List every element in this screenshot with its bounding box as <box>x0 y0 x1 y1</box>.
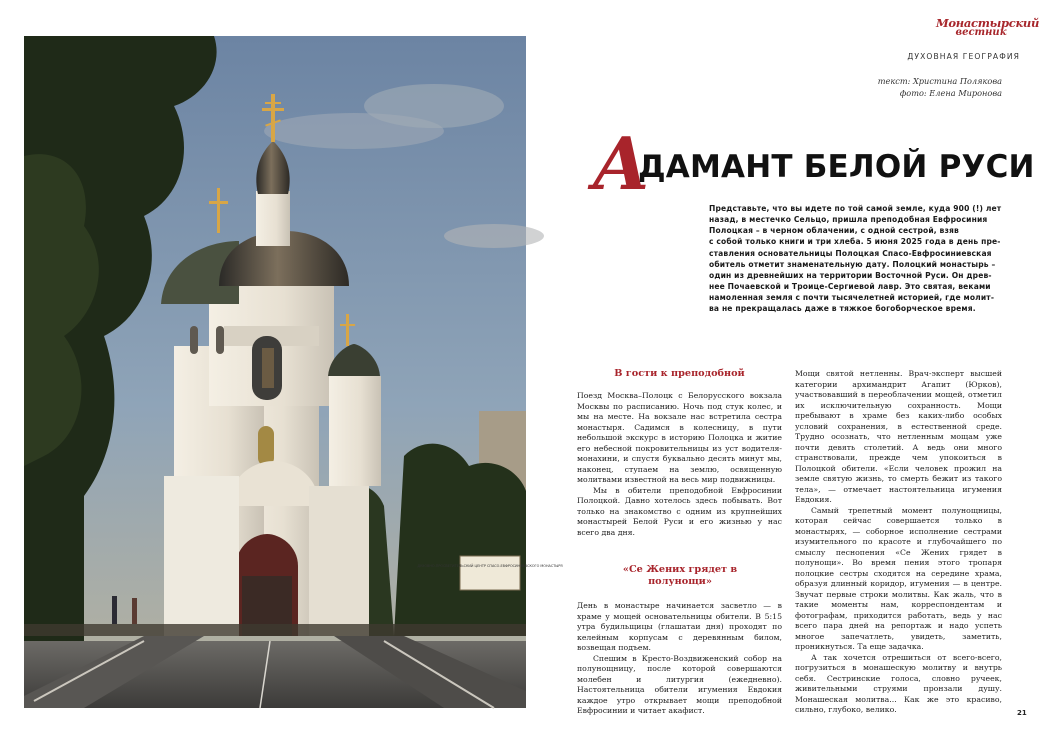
lead-line: нее Почаевской и Троице-Сергиевой лавр. Это святая, веками <box>709 282 991 292</box>
logo-line-2: вестник <box>955 27 1007 38</box>
lead-line: назад, в местечко Сельцо, пришла преподобная Евфросиния <box>709 215 988 225</box>
column-1-block-2 <box>577 601 782 717</box>
subheading-1: В гости к преподобной <box>614 368 745 379</box>
lead-line: Полоцкая – в черном облачении, с одной сестрой, взяв <box>709 226 959 236</box>
paragraph: Мы в обители преподобной Евфросинии Полоцкой. Давно хотелось здесь побывать. Вот только на знакомство с одним из крупнейших монастырей Белой Руси и его жизнью у нас всего два дня. <box>577 485 782 537</box>
logo-line-1: Монастырский <box>936 16 1040 30</box>
credit-photo: фото: Елена Миронова <box>899 88 1002 98</box>
section-label: ДУХОВНАЯ ГЕОГРАФИЯ <box>907 52 1020 61</box>
paragraph: День в монастыре начинается засветло — в храме у мощей основательницы обители. В 5:15 утра будильщицы (глашатаи дня) проходят по келейным корпусам с деревянным билом, возвещая подъем. <box>577 601 782 652</box>
credit-text: текст: Христина Полякова <box>877 76 1002 86</box>
lead-line: Представьте, что вы идете по той самой земле, куда 900 (!) лет <box>709 204 1002 213</box>
lead-line: ва не прекращалась даже в тяжкое богоборческое время. <box>709 304 976 314</box>
article-title <box>592 121 1035 206</box>
lead-line: один из древнейших на территории Восточной Руси. Он древ- <box>709 270 992 280</box>
title-drop-cap: А <box>592 121 651 206</box>
paragraph: Самый трепетный момент полунощницы, которая сейчас совершается только в монастырях, — соборное исполнение сестрами изумительного по красоте и глубочайшего по смыслу песнопения «Се Жених грядет в полунощи». Во время пения этого тропаря полоцкие сестры сходятся на середине храма, образуя длинный коридор, игумения — в центре. Звучат первые строки молитвы. Как жаль, что в такие моменты нам, корреспондентам и фотографам, приходится работать, ведь у нас всего пара дней на репортаж и надо успеть многое запечатлеть, увидеть, заметить, проникнуться. Та еще задачка. <box>795 505 1002 651</box>
lead-line: намоленная земля с почти тысячелетней историей, где молит- <box>709 293 995 303</box>
page-number: 21 <box>1017 709 1027 717</box>
cathedral-photo <box>24 36 563 708</box>
paragraph: А так хочется отрешиться от всего-всего, погрузиться в монашескую молитву и внутрь себя. Сестринские голоса, словно ручеек, живительными струями пронзали душу. Монашеская молитва... Как же это красиво, сильно, глубоко, велико. <box>795 652 1002 714</box>
paragraph: Спешим в Кресто-Воздвиженский собор на полунощницу, после которой совершаются молебен и литургия (ежедневно). Настоятельница обители игумения Евдокия каждое утро открывает мощи преподобной Евфросинии и читает акафист. <box>577 653 782 715</box>
column-1-block-1 <box>577 391 782 538</box>
paragraph: Мощи святой нетленны. Врач-эксперт высшей категории архимандрит Агапит (Юрков), участвовавший в переоблачении мощей, отметил их исключительную сохранность. Мощи пребывают в храме без каких-либо особых условий сохранения, в естественной среде. Трудно осознать, что нетленным мощам уже почти девять столетий. А ведь они много странствовали, прежде чем упокоиться в Полоцкой обители. «Если человек прожил на земле святую жизнь, то смерть бежит из такого тела», — отмечает настоятельница игумения Евдокия. <box>795 369 1002 504</box>
subheading-2: «Се Жених грядет в полунощи» <box>622 564 738 587</box>
column-2 <box>795 369 1002 716</box>
sign-text: ДУХОВНО-ПРОСВЕТИТЕЛЬСКИЙ ЦЕНТР СПАСО-ЕВФРОСИНИЕВСКОГО МОНАСТЫРЯ <box>417 564 563 568</box>
lead-line: с собой только книги и три хлеба. 5 июня 2025 года в день пре- <box>709 237 1001 247</box>
title-text: ДАМАНТ БЕЛОЙ РУСИ <box>638 149 1035 185</box>
paragraph: Поезд Москва–Полоцк с Белорусского вокзала Москвы по расписанию. Ночь под стук колес, и мы на месте. На вокзале нас встретила сестра монастыря. Садимся в колесницу, в пути небольшой экскурс в историю Полоцка и житие его небесной покровительницы из уст водителя-монахини, и спустя буквально десять минут мы, наконец, ступаем на землю, освященную молитвами известной на весь мир подвижницы. <box>577 391 782 484</box>
lead-line: обитель отметит знаменательную дату. Полоцкий монастырь – <box>709 259 996 269</box>
lead-line: ставления основательницы Полоцкая Спасо-Евфросиниевская <box>709 248 992 258</box>
lead-paragraph <box>709 203 1002 315</box>
magazine-logo <box>936 16 1040 38</box>
